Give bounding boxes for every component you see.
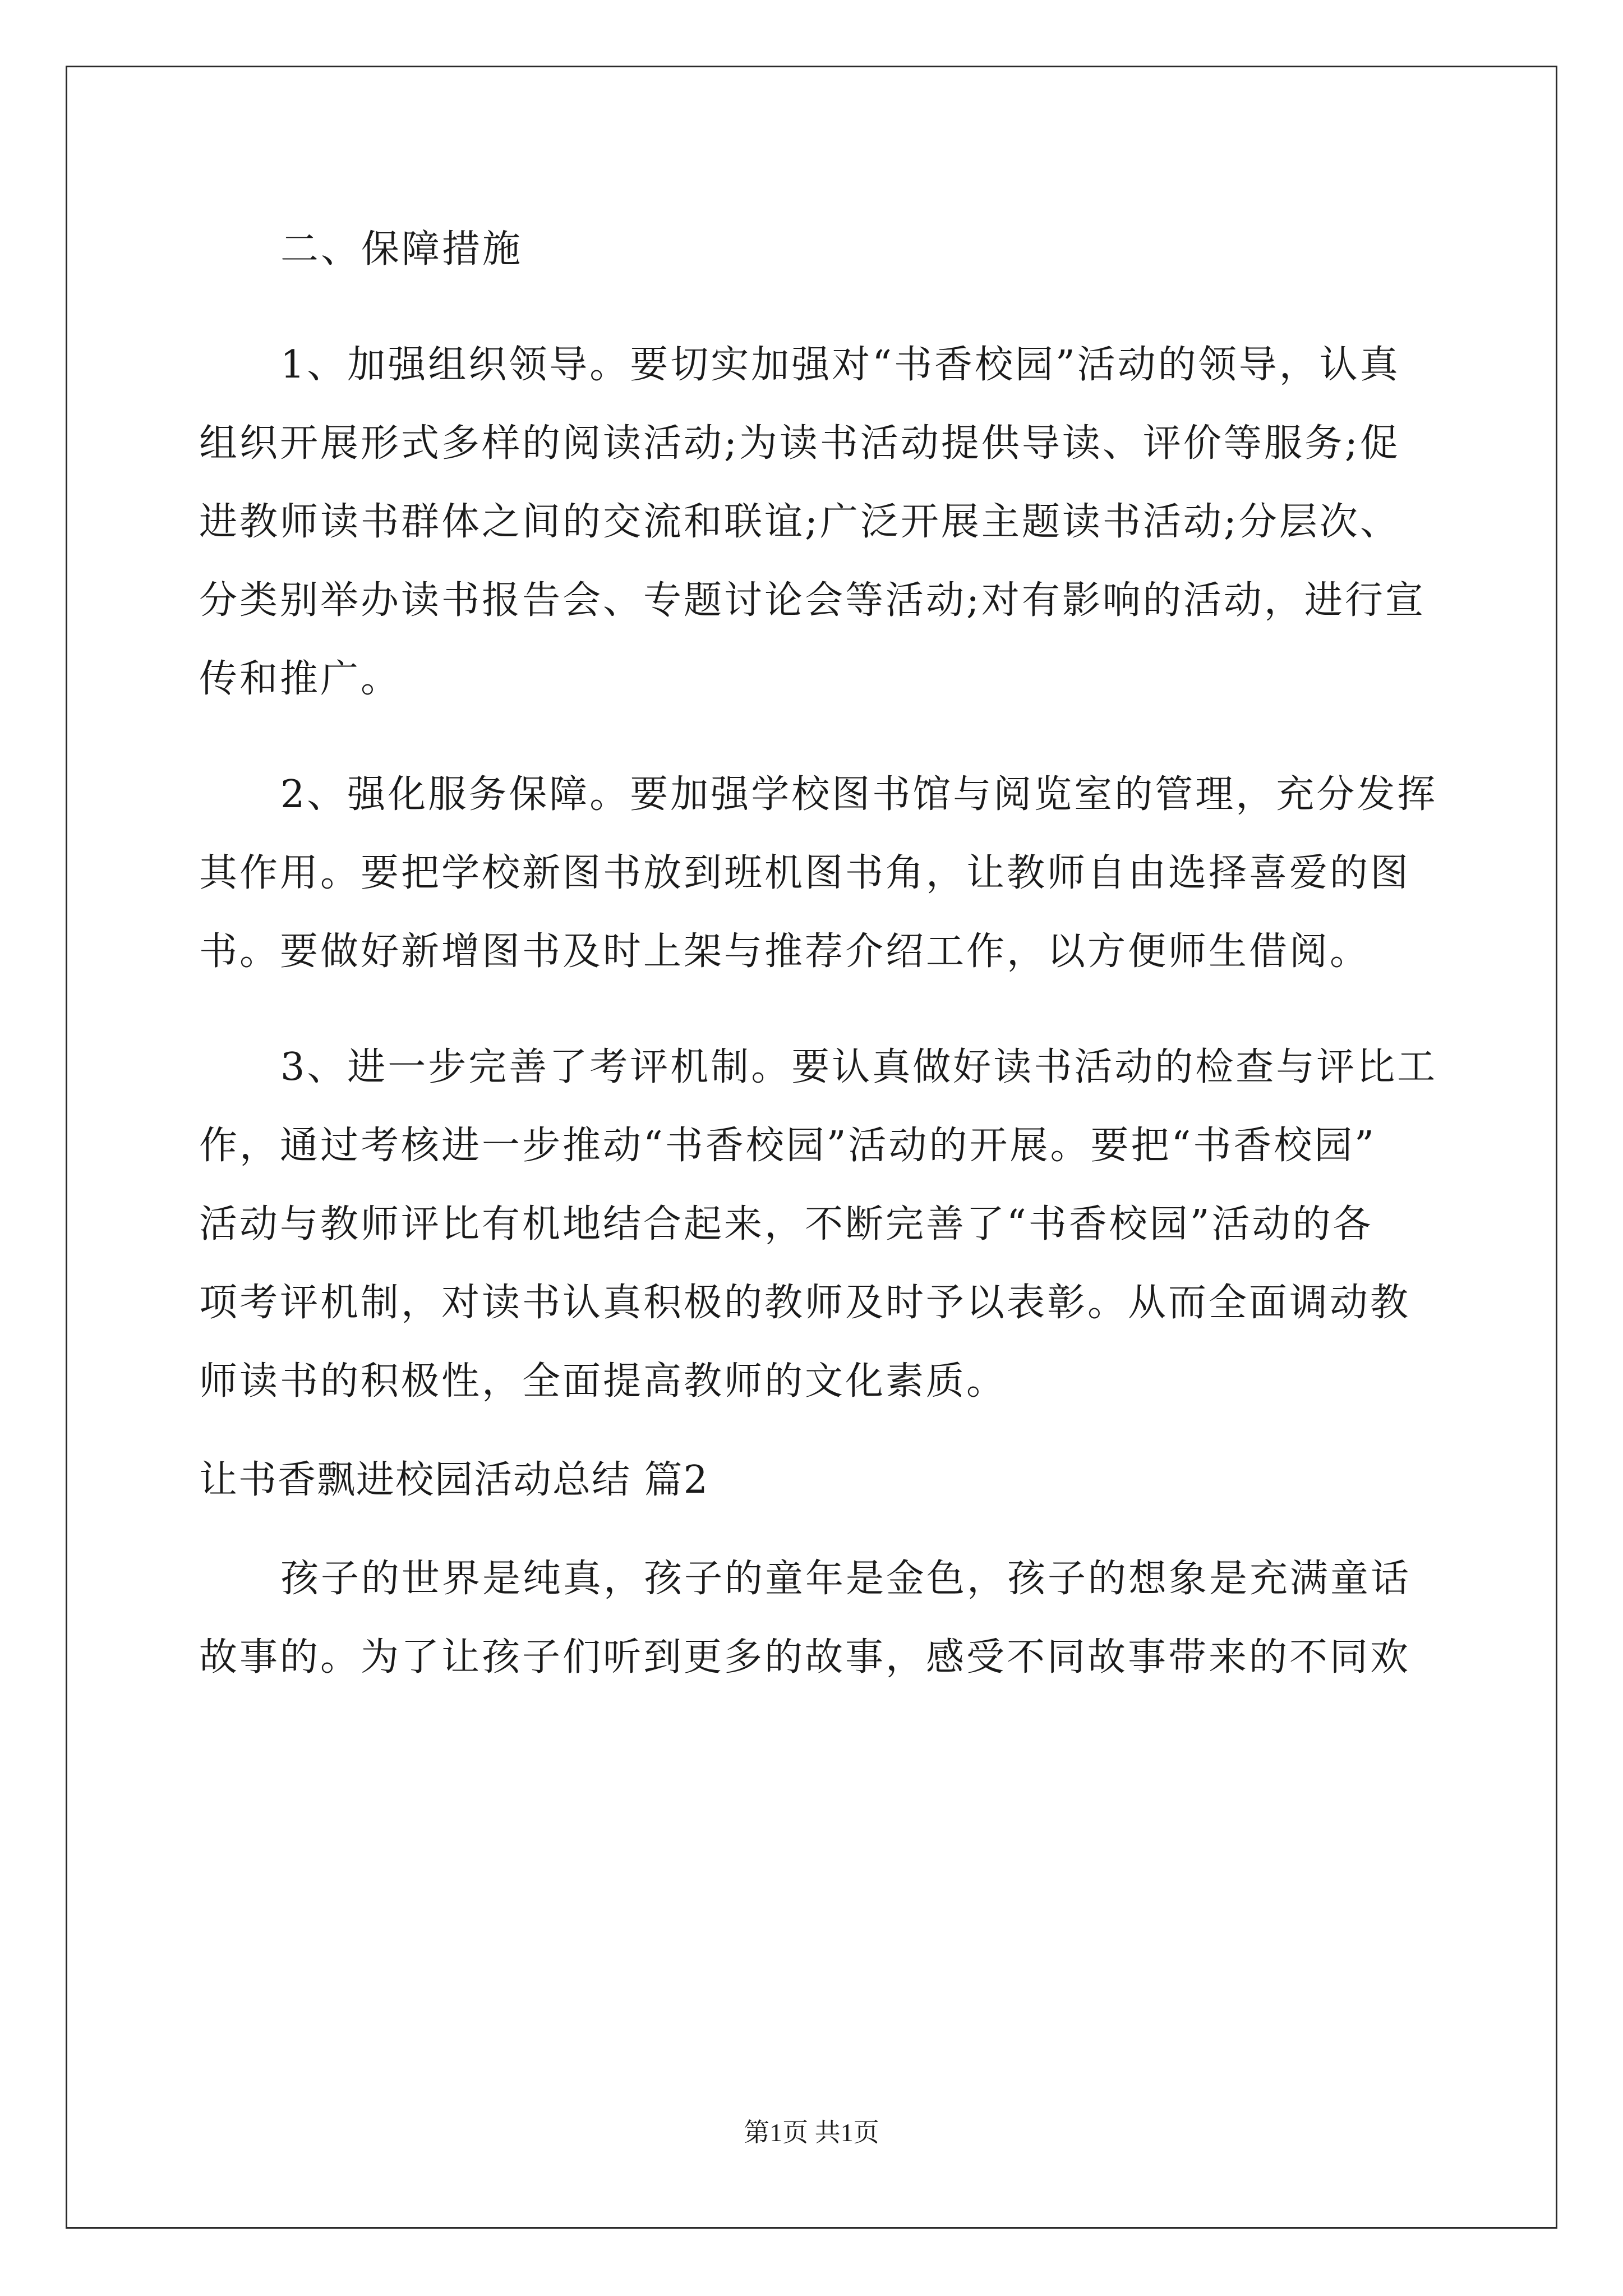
paragraph-4-line: 孩子的世界是纯真，孩子的童年是金色，孩子的想象是充满童话: [280, 1557, 1412, 1601]
paragraph-1-line: 1、加强组织领导。要切实加强对“书香校园”活动的领导，认真: [280, 343, 1400, 387]
paragraph-1-line: 组织开展形式多样的阅读活动;为读书活动提供导读、评价等服务;促: [199, 421, 1400, 466]
paragraph-3-line: 作，通过考核进一步推动“书香校园”活动的开展。要把“书香校园”: [199, 1124, 1377, 1168]
paragraph-2-line: 其作用。要把学校新图书放到班机图书角，让教师自由选择喜爱的图: [199, 851, 1411, 895]
page-footer: 第1页 共1页: [744, 2118, 879, 2147]
paragraph-3-line: 项考评机制，对读书认真积极的教师及时予以表彰。从而全面调动教: [199, 1281, 1411, 1325]
paragraph-1-line: 进教师读书群体之间的交流和联谊;广泛开展主题读书活动;分层次、: [199, 500, 1400, 544]
paragraph-2-line: 书。要做好新增图书及时上架与推荐介绍工作，以方便师生借阅。: [199, 930, 1371, 974]
paragraph-1-line: 分类别举办读书报告会、专题讨论会等活动;对有影响的活动，进行宣: [199, 578, 1426, 623]
document-body: [199, 210, 1436, 1697]
paragraph-2-line: 2、强化服务保障。要加强学校图书馆与阅览室的管理，充分发挥: [280, 772, 1438, 817]
section-heading: 二、保障措施: [280, 227, 523, 272]
paragraph-3-line: 活动与教师评比有机地结合起来，不断完善了“书香校园”活动的各: [199, 1202, 1373, 1246]
paragraph-1-line: 传和推广。: [199, 657, 402, 701]
paragraph-3-line: 师读书的积极性，全面提高教师的文化素质。: [199, 1359, 1007, 1404]
article-subtitle: 让书香飘进校园活动总结 篇2: [199, 1458, 709, 1502]
paragraph-4-line: 故事的。为了让孩子们听到更多的故事，感受不同故事带来的不同欢: [199, 1635, 1411, 1680]
paragraph-3-line: 3、进一步完善了考评机制。要认真做好读书活动的检查与评比工: [280, 1045, 1438, 1089]
